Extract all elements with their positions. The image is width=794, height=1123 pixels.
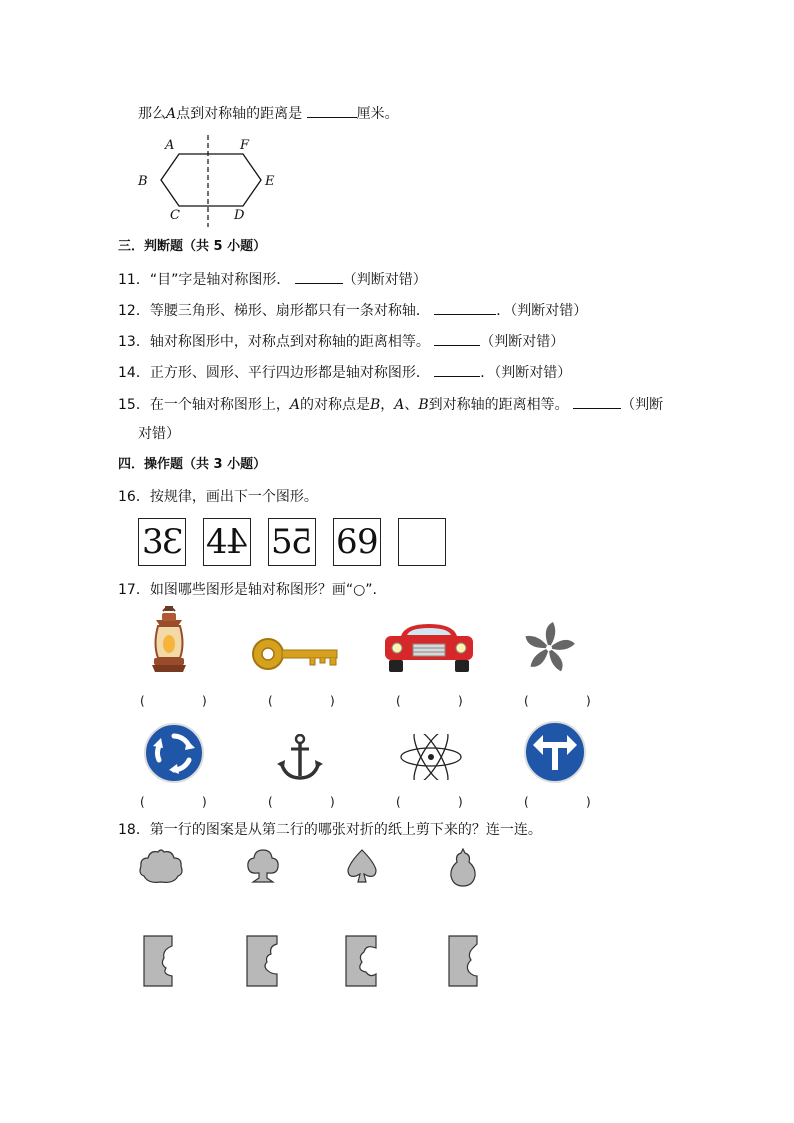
q17-number: 17．: [118, 582, 150, 598]
pattern-box-1: [138, 518, 186, 566]
q17-paren-6-close: ): [330, 795, 335, 809]
q17-paren-7-close: ): [458, 795, 463, 809]
pattern-box-2: [203, 518, 251, 566]
q16-text: 按规律，画出下一个图形。: [149, 489, 318, 505]
q11-tail: （判断对错）: [342, 272, 427, 288]
q12-tail: ．（判断对错）: [496, 303, 588, 319]
q17-paren-2-open[interactable]: (: [268, 694, 273, 708]
q14-text: 正方形、圆形、平行四边形都是轴对称图形．: [149, 365, 430, 381]
q15-tail1: （判断: [621, 397, 664, 413]
bauhinia-flower-icon: [521, 620, 577, 676]
atom-icon: [398, 734, 464, 780]
pattern-box-2-right: 4: [226, 522, 248, 562]
hexagon-shape: [161, 154, 261, 206]
hexagon-label-d: D: [234, 208, 245, 223]
q12-number: 12．: [118, 303, 150, 319]
q17-paren-2-close: ): [330, 694, 335, 708]
pattern-box-4-right: 9: [357, 522, 379, 562]
q17-paren-6-open[interactable]: (: [268, 795, 273, 809]
pattern-box-4: [333, 518, 381, 566]
q10-tail-line: [138, 104, 399, 123]
anchor-icon: [277, 734, 323, 782]
folded-paper-2: [245, 934, 281, 988]
q17-paren-4-close: ): [586, 694, 591, 708]
q17-paren-5-close: ): [202, 795, 207, 809]
q15-line-2: 对错）: [138, 426, 180, 442]
q18-line: [118, 821, 542, 839]
q15-answer-blank[interactable]: [573, 395, 621, 409]
section4-heading: 四．操作题（共 3 小题）: [118, 457, 267, 472]
cutout-spade-shape: [344, 848, 380, 886]
cutout-tree-shape: [245, 848, 281, 886]
pattern-box-1-right: Ɛ: [162, 522, 184, 562]
folded-paper-3: [344, 934, 384, 988]
q10-point: A: [166, 106, 177, 122]
q15-point-b2: B: [418, 397, 429, 413]
q14-number: 14．: [118, 365, 150, 381]
q17-paren-4-open[interactable]: (: [524, 694, 529, 708]
pattern-box-3-left: 5: [271, 522, 293, 562]
q13-answer-blank[interactable]: [434, 332, 480, 346]
pattern-box-3: [268, 518, 316, 566]
q15-line: [118, 395, 663, 414]
section3-heading: 三．判断题（共 5 小题）: [118, 239, 267, 254]
q10-answer-blank[interactable]: [307, 104, 357, 118]
key-icon: [250, 634, 344, 674]
q16-line: [118, 488, 318, 506]
pattern-box-2-left: 4: [206, 522, 228, 562]
lantern-icon: [148, 606, 190, 674]
cutout-clover-shape: [138, 848, 184, 884]
q17-line: [118, 581, 377, 599]
q11-line: [118, 270, 427, 289]
q13-line: [118, 332, 564, 351]
hexagon-label-f: F: [240, 138, 250, 153]
hexagon-label-c: C: [170, 208, 180, 223]
q15-text-c: ，: [380, 397, 395, 413]
folded-paper-1: [142, 934, 178, 988]
q17-paren-3-open[interactable]: (: [396, 694, 401, 708]
q11-text: “目”字是轴对称图形．: [149, 272, 291, 288]
pattern-box-4-left: 6: [336, 522, 358, 562]
q13-text: 轴对称图形中，对称点到对称轴的距离相等。: [149, 334, 430, 350]
q17-paren-5-open[interactable]: (: [140, 795, 145, 809]
q17-paren-1-close: ): [202, 694, 207, 708]
q12-answer-blank[interactable]: [434, 301, 496, 315]
cutout-gourd-shape: [448, 848, 478, 888]
pattern-box-1-left: 3: [142, 522, 164, 562]
q14-answer-blank[interactable]: [434, 363, 480, 377]
q15-text-e: 到对称轴的距离相等。: [428, 397, 569, 413]
q14-line: [118, 363, 571, 382]
hexagon-label-e: E: [265, 174, 275, 189]
roundabout-sign-icon: [143, 722, 205, 784]
turn-sign-icon: [523, 720, 587, 784]
q15-text-b: 的对称点是: [299, 397, 370, 413]
q10-middle: 点到对称轴的距离是: [176, 106, 303, 122]
q15-text-d: 、: [404, 397, 419, 413]
q17-paren-8-open[interactable]: (: [524, 795, 529, 809]
q11-number: 11．: [118, 272, 150, 288]
q11-answer-blank[interactable]: [295, 270, 343, 284]
red-car-icon: [381, 622, 477, 674]
q10-suffix: 厘米。: [356, 106, 399, 122]
q14-tail: ．（判断对错）: [480, 365, 572, 381]
hexagon-label-b: B: [138, 174, 148, 189]
q16-number: 16．: [118, 489, 150, 505]
q15-point-b: B: [369, 397, 381, 413]
hexagon-figure: [136, 135, 286, 230]
pattern-box-answer[interactable]: [398, 518, 446, 566]
q15-text-a: 在一个轴对称图形上，: [149, 397, 290, 413]
q13-tail: （判断对错）: [480, 334, 565, 350]
q17-paren-8-close: ): [586, 795, 591, 809]
q13-number: 13．: [118, 334, 150, 350]
q15-number: 15．: [118, 397, 150, 413]
q17-paren-3-close: ): [458, 694, 463, 708]
q12-text: 等腰三角形、梯形、扇形都只有一条对称轴．: [149, 303, 430, 319]
q10-prefix: 那么: [138, 106, 166, 122]
q18-number: 18．: [118, 822, 150, 838]
hexagon-label-a: A: [165, 138, 175, 153]
q17-text: 如图哪些图形是轴对称图形？画“○”.: [149, 582, 377, 598]
pattern-box-3-right: 5: [291, 522, 313, 562]
q12-line: [118, 301, 587, 320]
q17-paren-1-open[interactable]: (: [140, 694, 145, 708]
q18-text: 第一行的图案是从第二行的哪张对折的纸上剪下来的？连一连。: [149, 822, 542, 838]
q17-paren-7-open[interactable]: (: [396, 795, 401, 809]
q15-point-a2: A: [394, 397, 405, 413]
folded-paper-4: [447, 934, 483, 988]
q15-point-a: A: [289, 397, 300, 413]
